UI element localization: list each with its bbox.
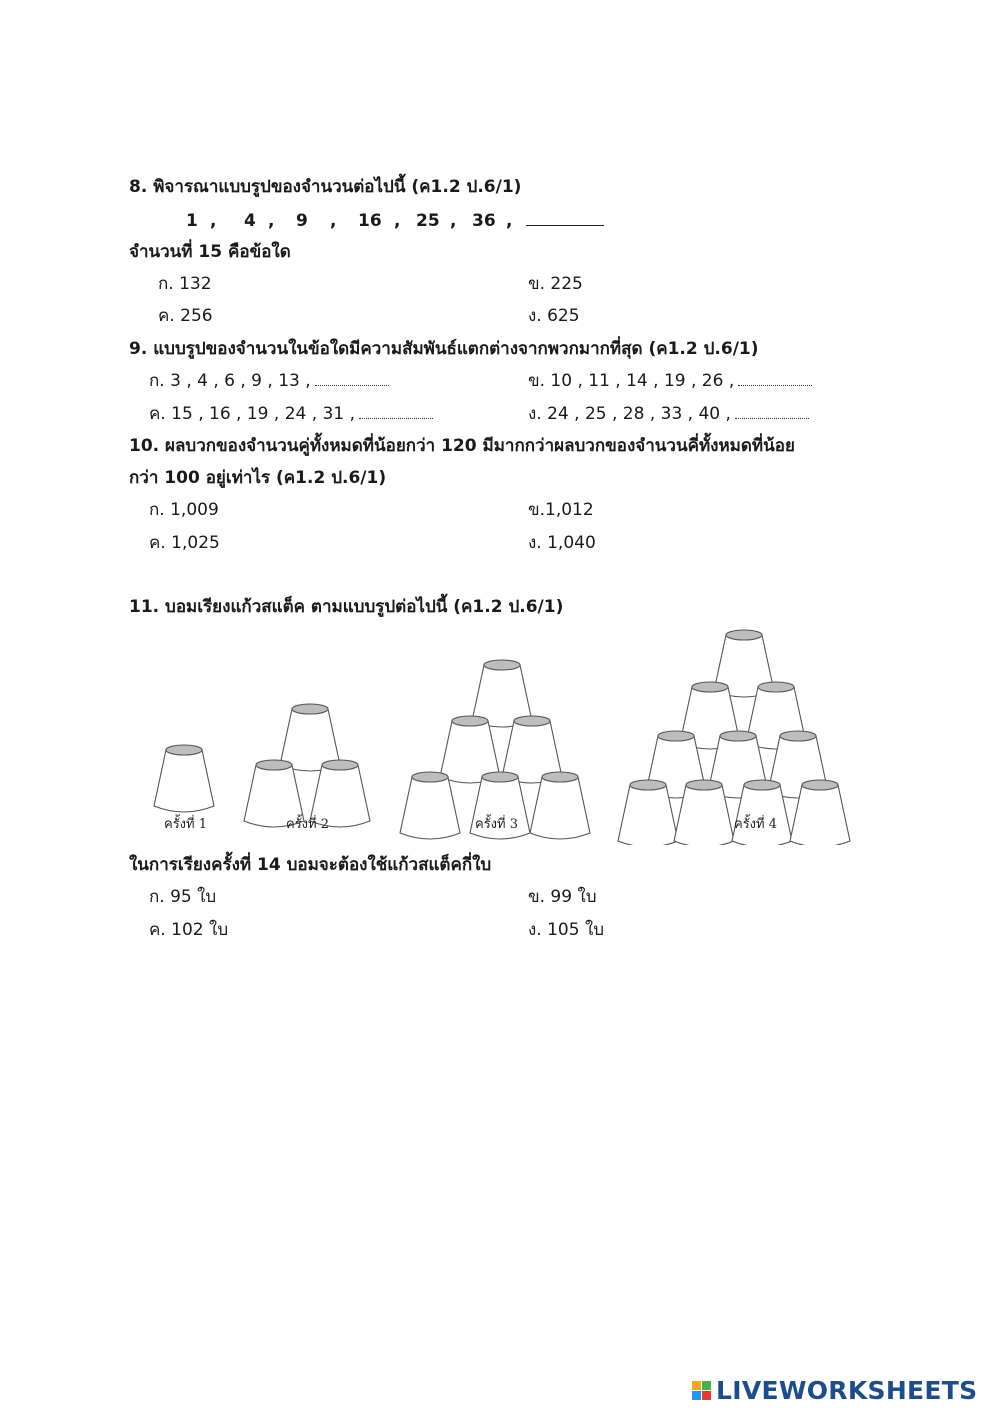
seq-comma: , <box>268 211 275 231</box>
dotted-blank <box>359 404 433 419</box>
dotted-blank <box>735 404 809 419</box>
q9-option-d[interactable] <box>528 403 809 425</box>
q9-option-b[interactable] <box>528 370 812 392</box>
seq-comma: , <box>330 211 337 231</box>
q11-option-a[interactable]: ก. 95 ใบ <box>149 887 217 907</box>
q8-option-b[interactable]: ข. 225 <box>528 274 583 294</box>
seq-term: 1 <box>186 211 198 231</box>
q8-option-a[interactable]: ก. 132 <box>158 274 212 294</box>
seq-term: 36 <box>472 211 496 231</box>
q8-option-c[interactable]: ค. 256 <box>158 306 213 326</box>
q8-option-d[interactable]: ง. 625 <box>528 306 580 326</box>
q10-title-line1: 10. ผลบวกของจำนวนคู่ทั้งหมดที่น้อยกว่า 120 มีมากกว่าผลบวกของจำนวนคี่ทั้งหมดที่น้อย <box>129 436 795 456</box>
brand-text: LIVEWORKSHEETS <box>716 1375 978 1405</box>
stage-label-1: ครั้งที่ 1 <box>164 817 207 832</box>
q10-option-c[interactable]: ค. 1,025 <box>149 533 220 553</box>
q8-title: 8. พิจารณาแบบรูปของจำนวนต่อไปนี้ (ค1.2 ป.6/1) <box>129 177 522 197</box>
q9-title: 9. แบบรูปของจำนวนในข้อใดมีความสัมพันธ์แตกต่างจากพวกมากที่สุด (ค1.2 ป.6/1) <box>129 339 759 359</box>
q9-option-a[interactable] <box>149 370 389 392</box>
q8-sequence <box>186 209 604 232</box>
seq-comma: , <box>394 211 401 231</box>
seq-comma: , <box>210 211 217 231</box>
seq-term: 25 <box>416 211 440 231</box>
option-text: ง. 24 , 25 , 28 , 33 , 40 , <box>528 404 731 424</box>
logo-cube-icon <box>692 1379 714 1401</box>
stage-label-2: ครั้งที่ 2 <box>286 817 329 832</box>
q11-option-d[interactable]: ง. 105 ใบ <box>528 920 605 940</box>
option-text: ค. 15 , 16 , 19 , 24 , 31 , <box>149 404 355 424</box>
q11-option-b[interactable]: ข. 99 ใบ <box>528 887 597 907</box>
stage-label-4: ครั้งที่ 4 <box>734 817 777 832</box>
q10-title-line2: กว่า 100 อยู่เท่าไร (ค1.2 ป.6/1) <box>129 468 387 488</box>
dotted-blank <box>315 371 389 386</box>
cup-stack-1 <box>154 745 214 812</box>
cup-stack-4 <box>618 630 850 845</box>
stage-label-3: ครั้งที่ 3 <box>475 817 518 832</box>
cup <box>154 745 214 812</box>
cup-stack-2 <box>244 704 370 827</box>
dotted-blank <box>738 371 812 386</box>
seq-term: 16 <box>358 211 382 231</box>
q10-option-a[interactable]: ก. 1,009 <box>149 500 219 520</box>
q11-title: 11. บอมเรียงแก้วสแต็ค ตามแบบรูปต่อไปนี้ (ค1.2 ป.6/1) <box>129 597 564 617</box>
seq-term: 4 <box>244 211 256 231</box>
option-text: ข. 10 , 11 , 14 , 19 , 26 , <box>528 371 735 391</box>
answer-blank[interactable] <box>526 209 604 226</box>
cup-stack-3 <box>400 660 590 839</box>
seq-term: 9 <box>296 211 308 231</box>
stacked-cups-figure <box>140 625 860 845</box>
q11-question: ในการเรียงครั้งที่ 14 บอมจะต้องใช้แก้วสแต็คกี่ใบ <box>129 855 492 875</box>
seq-comma: , <box>506 211 513 231</box>
cup <box>400 772 460 839</box>
q10-option-d[interactable]: ง. 1,040 <box>528 533 596 553</box>
option-text: ก. 3 , 4 , 6 , 9 , 13 , <box>149 371 311 391</box>
q11-option-c[interactable]: ค. 102 ใบ <box>149 920 229 940</box>
liveworksheets-logo <box>692 1376 977 1404</box>
seq-comma: , <box>450 211 457 231</box>
q8-question: จำนวนที่ 15 คือข้อใด <box>129 242 291 262</box>
q10-option-b[interactable]: ข.1,012 <box>528 500 594 520</box>
q9-option-c[interactable] <box>149 403 433 425</box>
